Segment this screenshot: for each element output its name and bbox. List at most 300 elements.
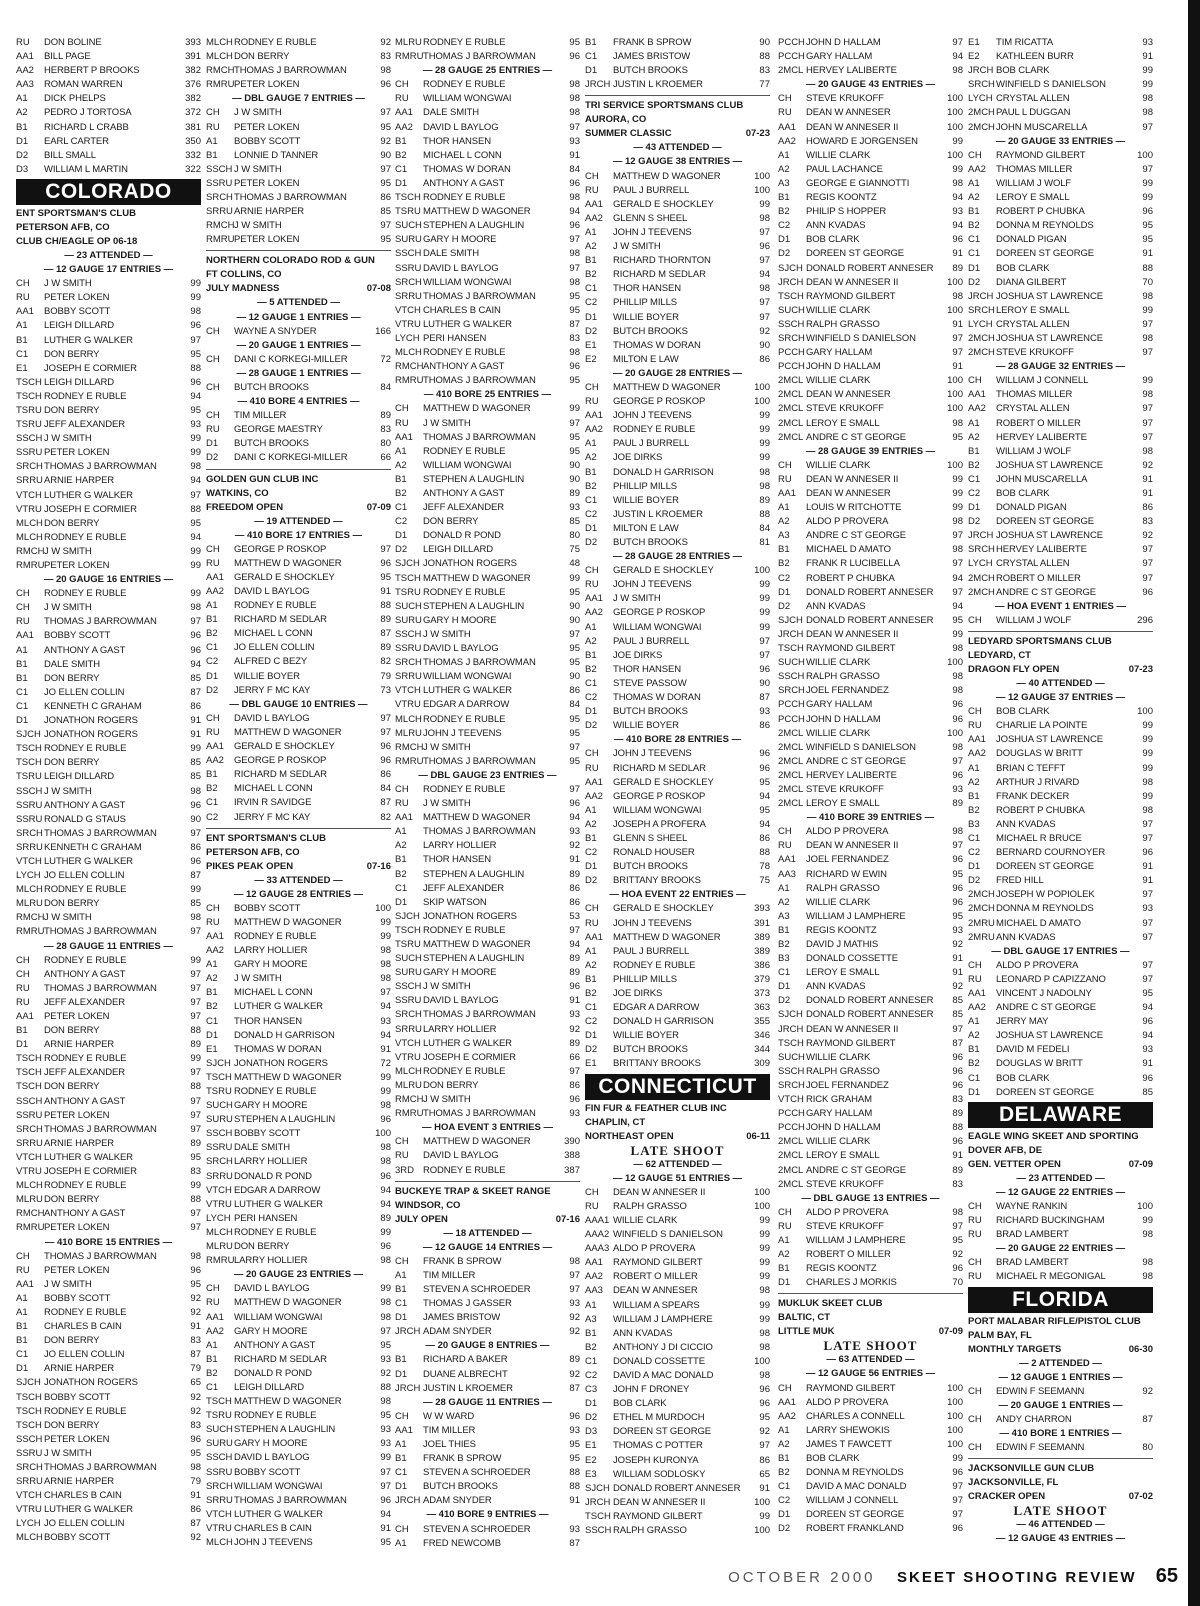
score: 98 [1142, 389, 1153, 401]
class-code: B1 [585, 973, 597, 985]
score: 92 [569, 1023, 580, 1035]
class-code: CH [206, 902, 220, 914]
result-row [16, 1052, 201, 1066]
club-header-line: ENT SPORTSMAN'S CLUB [206, 832, 326, 844]
shooter-name: DONALD COSSETTE [613, 1355, 705, 1367]
score: 94 [190, 658, 201, 670]
score: 89 [569, 488, 580, 499]
result-row [778, 1023, 963, 1037]
result-row [778, 1396, 963, 1410]
score: 99 [759, 1510, 770, 1522]
score: 96 [569, 361, 580, 373]
score: 96 [952, 713, 963, 725]
shooter-name: ANTHONY A GAST [44, 1208, 126, 1220]
class-code: C2 [395, 516, 408, 528]
result-row [778, 1438, 963, 1452]
shooter-name: THOMAS J BARROWMAN [423, 826, 536, 838]
class-code: SRCH [778, 1079, 805, 1091]
class-code: CH [395, 1523, 409, 1535]
shooter-name: MATTHEW D WAGONER [234, 916, 342, 928]
shooter-name: BRAD LAMBERT [996, 1229, 1069, 1241]
shooter-name: LEROY E SMALL [806, 798, 880, 810]
class-code: B1 [206, 614, 218, 626]
event-heading: — 20 GAUGE 23 ENTRIES — [233, 1269, 364, 1281]
class-code: AA2 [968, 748, 986, 760]
shooter-name: THOMAS J GASSER [423, 1298, 512, 1310]
result-row [206, 958, 391, 972]
shooter-name: LEONARD P CAPIZZANO [996, 973, 1106, 985]
result-row [395, 92, 580, 106]
result-row [206, 205, 391, 219]
class-code: C1 [585, 1002, 598, 1014]
class-code: B1 [778, 192, 790, 204]
results-column-1 [16, 36, 201, 1546]
shooter-name: RODNEY E RUBLE [423, 1164, 506, 1176]
class-code: SSCH [16, 785, 43, 797]
result-row [16, 277, 201, 291]
score: 85 [190, 672, 201, 684]
class-code: D2 [778, 1523, 791, 1535]
shooter-name: DEAN W ANNESER [613, 1285, 698, 1297]
class-code: C1 [395, 1467, 408, 1479]
shooter-name: BUTCH BROOKS [234, 438, 309, 450]
score: 98 [569, 276, 580, 288]
score: 96 [190, 630, 201, 642]
score: 77 [759, 79, 770, 91]
shooter-name: LARRY HOLLIER [423, 840, 497, 852]
result-row [585, 325, 770, 339]
class-code: MLRU [395, 1079, 422, 1091]
shooter-name: JOHN J TEEVENS [423, 727, 502, 739]
score: 96 [380, 1170, 391, 1182]
shooter-name: J W SMITH [44, 1447, 92, 1459]
score: 99 [380, 1086, 391, 1097]
shooter-name: MICHAEL L CONN [423, 149, 502, 161]
score: 80 [380, 438, 391, 450]
footer-month-year: OCTOBER 2000 [728, 1569, 876, 1586]
class-code: A1 [968, 417, 980, 429]
result-row [16, 92, 201, 106]
class-code: JRCH [395, 1326, 421, 1338]
shooter-name: ROBERT P CHUBKA [996, 804, 1085, 816]
result-row [778, 769, 963, 783]
score: 355 [754, 1016, 770, 1028]
shooter-name: J W SMITH [44, 1278, 92, 1290]
result-row [585, 311, 770, 325]
result-row [206, 1029, 391, 1043]
score: 86 [190, 700, 201, 712]
class-code: SSCH [16, 1433, 43, 1445]
club-header-line: JACKSONVILLE GUN CLUB [968, 1463, 1095, 1475]
class-code: AA1 [585, 931, 603, 943]
shooter-name: STEPHEN A LAUGHLIN [423, 868, 525, 880]
score: 91 [569, 149, 580, 161]
shooter-name: ETHEL M MURDOCH [613, 1412, 705, 1424]
result-row [16, 404, 201, 418]
shooter-name: DEAN W ANNESER II [806, 1023, 899, 1035]
shoot-name: JULY OPEN [395, 1213, 448, 1225]
class-code: SRCH [16, 827, 43, 839]
class-code: MLCH [395, 713, 422, 725]
club-header-line: WATKINS, CO [206, 487, 269, 499]
class-code: 2MCH [968, 332, 995, 344]
class-code: MLCH [206, 1537, 233, 1548]
class-code: B1 [16, 672, 28, 684]
class-code: SRRU [206, 206, 233, 218]
score: 94 [569, 939, 580, 950]
class-code: TSCH [778, 290, 804, 302]
shooter-name: THOR HANSEN [423, 135, 492, 147]
class-code: 2MCH [968, 347, 995, 359]
result-row [778, 64, 963, 78]
event-heading: — 2 ATTENDED — [1019, 1357, 1102, 1369]
event-heading: — 12 GAUGE 56 ENTRIES — [805, 1368, 936, 1380]
shooter-name: DONNA M REYNOLDS [806, 1467, 904, 1479]
score: 98 [952, 177, 963, 189]
result-row [778, 431, 963, 445]
shooter-name: THOMAS J BARROWMAN [423, 657, 536, 669]
event-heading: — DBL GAUGE 13 ENTRIES — [801, 1192, 940, 1204]
result-row [968, 487, 1153, 501]
class-code: D1 [585, 861, 598, 873]
class-code: RMCH [206, 65, 235, 77]
score: 88 [569, 1467, 580, 1479]
result-row [968, 1385, 1153, 1399]
class-code: D1 [206, 438, 219, 450]
result-row [395, 1283, 580, 1297]
shooter-name: MATTHEW D WAGONER [613, 170, 721, 182]
class-code: AA1 [968, 734, 986, 746]
shooter-name: STEPHEN A LAUGHLIN [423, 220, 525, 232]
result-row [16, 1405, 201, 1419]
class-code: VTCH [206, 1184, 232, 1196]
score: 322 [185, 163, 201, 175]
class-code: SSCH [778, 671, 805, 683]
class-code: D1 [585, 706, 598, 718]
shooter-name: THOR HANSEN [613, 283, 682, 295]
shooter-name: W W WARD [423, 1410, 475, 1422]
result-row [968, 247, 1153, 261]
class-code: D1 [585, 1030, 598, 1042]
result-row [585, 170, 770, 184]
shooter-name: ROBERT P CHUBKA [806, 572, 895, 584]
result-row [395, 149, 580, 163]
class-code: D1 [778, 234, 791, 246]
class-code: CH [16, 278, 30, 290]
class-code: A1 [585, 804, 597, 816]
class-code: D1 [16, 1039, 29, 1051]
class-code: RU [16, 616, 30, 628]
result-row [585, 64, 770, 78]
score: 97 [190, 1109, 201, 1121]
result-row [585, 353, 770, 367]
result-row [395, 106, 580, 120]
result-row [585, 1482, 770, 1496]
result-row [206, 1437, 391, 1451]
shooter-name: HERVEY LALIBERTE [996, 431, 1087, 443]
class-code: SURU [395, 234, 422, 246]
class-code: AAA3 [585, 1243, 610, 1255]
score: 53 [569, 910, 580, 922]
shooter-name: DAVID M FEDELI [996, 1044, 1070, 1056]
score: 96 [190, 799, 201, 811]
shooter-name: FRANK DECKER [996, 790, 1070, 802]
class-code: AA1 [778, 488, 796, 499]
class-code: RU [206, 557, 220, 569]
class-code: 2MCL [778, 65, 804, 77]
shoot-name: GEN. VETTER OPEN [968, 1158, 1061, 1170]
shooter-name: FRANK R LUCIBELLA [806, 558, 900, 570]
club-header-line: ENT SPORTSMAN'S CLUB [16, 207, 136, 219]
shooter-name: J W SMITH [44, 545, 92, 557]
score: 83 [190, 1166, 201, 1178]
shooter-name: ALDO P PROVERA [806, 826, 889, 838]
result-row [585, 606, 770, 620]
result-row [968, 846, 1153, 860]
shooter-name: ROBERT P CHUBKA [996, 206, 1085, 218]
score: 65 [759, 1468, 770, 1480]
class-code: AA1 [206, 930, 224, 942]
score: 98 [569, 347, 580, 359]
class-code: TSCH [16, 376, 42, 388]
result-row [585, 1425, 770, 1439]
class-code: AA2 [968, 403, 986, 415]
result-row [16, 1489, 201, 1503]
result-row [16, 1038, 201, 1052]
class-code: RU [395, 417, 409, 429]
result-row [16, 291, 201, 305]
result-row [968, 318, 1153, 332]
score: 390 [564, 1136, 580, 1148]
shooter-name: LUTHER G WALKER [234, 1001, 323, 1013]
shooter-name: DEAN W ANNESER II [806, 121, 899, 133]
score: 99 [190, 560, 201, 571]
score: 98 [380, 1100, 391, 1112]
shoot-title-line [968, 663, 1153, 677]
shooter-name: GARY H MOORE [423, 614, 497, 626]
shooter-name: JEFF ALEXANDER [423, 882, 504, 894]
class-code: AA1 [585, 1257, 603, 1269]
class-code: TSCH [16, 757, 42, 769]
shooter-name: DOREEN ST GEORGE [996, 1086, 1094, 1098]
shooter-name: WILLIE CLARK [806, 1051, 871, 1063]
score: 96 [380, 755, 391, 767]
class-code: SSRU [395, 262, 422, 274]
score: 166 [375, 325, 391, 337]
score: 97 [1142, 959, 1153, 971]
score: 86 [759, 1454, 770, 1466]
result-row [585, 78, 770, 92]
result-row [585, 691, 770, 705]
score: 97 [759, 649, 770, 661]
result-row [585, 212, 770, 226]
class-code: B2 [395, 488, 407, 499]
score: 86 [380, 769, 391, 781]
club-header-line: PORT MALABAR RIFLE/PISTOL CLUB [968, 1315, 1141, 1327]
result-row [968, 804, 1153, 818]
result-row [395, 1051, 580, 1065]
result-row [778, 1508, 963, 1522]
class-code: AA1 [16, 630, 34, 642]
class-code: B2 [206, 1367, 218, 1379]
shooter-name: HERVEY LALIBERTE [806, 769, 897, 781]
result-row [395, 586, 580, 600]
shooter-name: STEVEN A SCHROEDER [423, 1283, 531, 1295]
shooter-name: J W SMITH [234, 973, 282, 985]
shooter-name: GARY H MOORE [423, 967, 497, 979]
result-row [968, 572, 1153, 586]
shooter-name: ARNIE HARPER [44, 1476, 115, 1488]
score: 92 [1142, 1385, 1153, 1397]
score: 65 [190, 1377, 201, 1389]
class-code: B2 [206, 1001, 218, 1013]
class-code: E1 [16, 362, 28, 374]
score: 99 [380, 1071, 391, 1083]
shooter-name: ANTHONY A GAST [423, 361, 505, 373]
result-row [16, 1433, 201, 1447]
score: 100 [1137, 706, 1153, 718]
class-code: TSRU [395, 586, 421, 598]
club-header-line: WINDSOR, CO [395, 1199, 461, 1211]
class-code: TSCH [395, 192, 421, 204]
event-heading: — 12 GAUGE 17 ENTRIES — [43, 264, 174, 276]
shooter-name: GARY H MOORE [234, 1100, 308, 1112]
shooter-name: MATTHEW D WAGONER [234, 1297, 342, 1309]
class-code: MLCH [16, 1180, 43, 1192]
result-row [585, 1284, 770, 1298]
score: 96 [380, 1114, 391, 1126]
result-row [968, 332, 1153, 346]
result-row [968, 790, 1153, 804]
shooter-name: ROBERT FRANKLAND [806, 1523, 904, 1535]
result-row [585, 1001, 770, 1015]
shooter-name: RALPH GRASSO [613, 1200, 687, 1212]
class-code: TSCH [395, 572, 421, 584]
event-heading: — HOA EVENT 3 ENTRIES — [421, 1122, 554, 1134]
shooter-name: GEORGE E GIANNOTTI [806, 177, 910, 189]
shooter-name: DON BERRY [44, 348, 100, 360]
class-code: 2MCL [778, 798, 804, 810]
shooter-name: J W SMITH [423, 798, 471, 810]
result-row [778, 106, 963, 120]
score: 91 [190, 729, 201, 741]
class-code: AA1 [206, 1311, 224, 1323]
shooter-name: FRED HILL [996, 875, 1044, 887]
class-code: AA2 [778, 135, 796, 147]
class-code: RMRU [206, 234, 235, 246]
result-row [585, 36, 770, 50]
score: 100 [754, 1525, 770, 1536]
score: 98 [190, 306, 201, 318]
class-code: B1 [585, 255, 597, 267]
result-row [206, 1296, 391, 1310]
class-code: D1 [16, 135, 29, 147]
score: 98 [380, 1142, 391, 1154]
shooter-name: PAUL J BURRELL [613, 635, 690, 647]
result-row [395, 177, 580, 191]
result-row [395, 713, 580, 727]
shooter-name: TIM MILLER [234, 410, 287, 422]
event-heading: — HOA EVENT 22 ENTRIES — [609, 889, 746, 901]
result-row [206, 1198, 391, 1212]
class-code: RMRU [395, 375, 424, 387]
result-row [395, 262, 580, 276]
class-code: AA2 [585, 212, 603, 224]
event-heading: — 20 GAUGE 33 ENTRIES — [995, 135, 1126, 147]
score: 94 [759, 818, 770, 830]
result-row [968, 149, 1153, 163]
result-row [16, 348, 201, 362]
score: 96 [952, 699, 963, 711]
result-row [395, 1452, 580, 1466]
result-row [778, 121, 963, 135]
shooter-name: GLENN S SHEEL [613, 832, 688, 844]
shooter-name: PETER LOKEN [234, 79, 300, 91]
class-code: CH [778, 826, 792, 838]
shooter-name: CHARLES B CAIN [44, 1321, 122, 1333]
score: 95 [380, 177, 391, 189]
shooter-name: CRYSTAL ALLEN [996, 318, 1070, 330]
class-code: TSCH [16, 743, 42, 755]
shooter-name: WILLIAM WONGWAI [234, 1480, 323, 1492]
score: 92 [380, 135, 391, 147]
shooter-name: PERI HANSEN [234, 1212, 298, 1224]
class-code: SRCH [395, 1009, 422, 1021]
class-code: B1 [585, 649, 597, 661]
shooter-name: JO ELLEN COLLIN [44, 686, 125, 698]
class-code: A2 [778, 896, 790, 908]
result-row [16, 362, 201, 376]
score: 100 [947, 93, 963, 105]
shooter-name: RICHARD L CRABB [44, 121, 129, 133]
event-heading: — 12 GAUGE 37 ENTRIES — [995, 692, 1126, 704]
result-row [395, 50, 580, 64]
score: 100 [754, 184, 770, 196]
shooter-name: EDWIN F SEEMANN [996, 1442, 1085, 1454]
shooter-name: STEVE KRUKOFF [806, 403, 884, 415]
class-code: VTRU [16, 503, 42, 515]
class-code: A1 [585, 438, 597, 450]
class-code: SURU [395, 614, 422, 626]
result-row [16, 149, 201, 163]
score: 97 [1142, 347, 1153, 359]
class-code: D2 [585, 875, 598, 887]
score: 95 [190, 1278, 201, 1290]
shooter-name: BOBBY SCOTT [44, 630, 111, 642]
shooter-name: MILTON E LAW [613, 353, 679, 365]
result-row [206, 986, 391, 1000]
score: 96 [569, 798, 580, 810]
score: 88 [759, 508, 770, 520]
event-heading: — 12 GAUGE 38 ENTRIES — [612, 156, 743, 168]
result-row [585, 649, 770, 663]
score: 99 [190, 278, 201, 290]
result-row [16, 1320, 201, 1334]
class-code: A2 [778, 1438, 790, 1450]
result-row [968, 818, 1153, 832]
shooter-name: WILLIAM WONGWAI [423, 671, 512, 683]
score: 95 [190, 517, 201, 529]
shooter-name: J W SMITH [423, 981, 471, 993]
result-row [778, 515, 963, 529]
result-row [585, 1439, 770, 1453]
event-heading: — 410 BORE 39 ENTRIES — [806, 812, 935, 824]
score: 99 [1142, 1215, 1153, 1227]
score: 89 [569, 1037, 580, 1049]
shooter-name: DONALD PIGAN [996, 234, 1067, 246]
club-header-line: LEDYARD SPORTSMANS CLUB [968, 635, 1112, 647]
score: 89 [380, 614, 391, 626]
